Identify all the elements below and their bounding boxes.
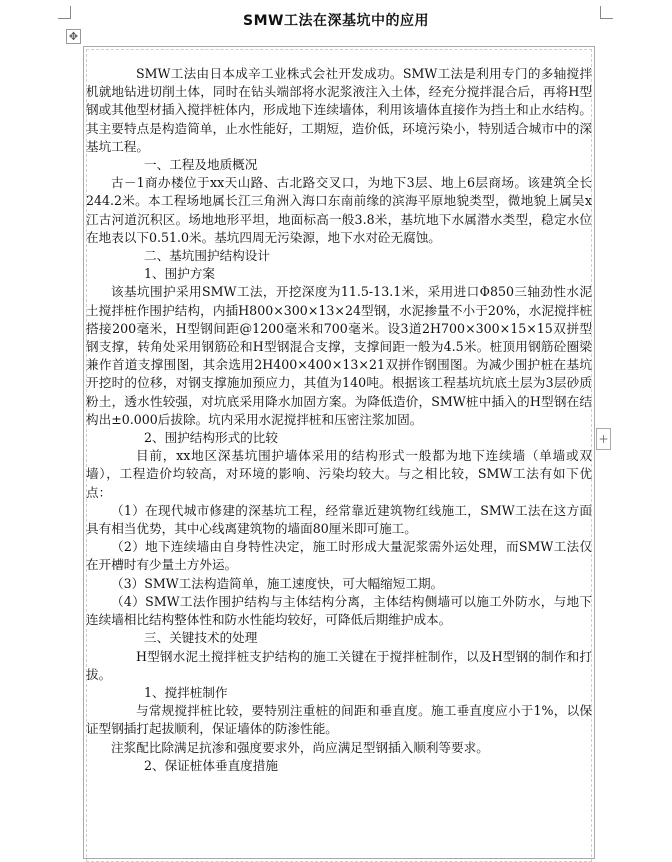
advantage-item-2: （2）地下连续墙由自身特性决定，施工时形成大量泥浆需外运处理，而SMW工法仅在开槽时有少量土方外运。 bbox=[86, 539, 592, 573]
intro-paragraph: SMW工法由日本成辛工业株式会社开发成功。SMW工法是利用专门的多轴搅拌机就地钻进切削土体，同时在钻头端部将水泥浆液注入土体，经充分搅拌混合后，再将H型钢或其他型材插入搅拌桩体内，形成地下连续墙体，利用该墙体直接作为挡土和止水结构。其主要特点是构造简单，止水性能好，工期短，造价低，环境污染小，特别适合城市中的深基坑工程。 bbox=[86, 66, 592, 154]
section-heading-2: 二、基坑围护结构设计 bbox=[144, 248, 270, 264]
subsection-heading-2-1: 1、围护方案 bbox=[144, 266, 215, 282]
grouting-paragraph: 注浆配比除满足抗渗和强度要求外，尚应满足型钢插入顺利等要求。 bbox=[111, 739, 489, 755]
key-tech-paragraph: H型钢水泥土搅拌桩支护结构的施工关键在于搅拌桩制作，以及H型钢的制作和打拔。 bbox=[86, 648, 592, 682]
comparison-paragraph: 目前，xx地区深基坑围护墙体采用的结构形式一般都为地下连续墙（单墙或双墙），工程造价均较高，对环境的影响、污染均较大。与之相比较，SMW工法有如下优点： bbox=[86, 448, 592, 500]
advantage-item-3: （3）SMW工法构造简单，施工速度快，可大幅缩短工期。 bbox=[111, 575, 444, 591]
overview-paragraph: 古－1商办楼位于xx天山路、古北路交叉口，为地下3层、地上6层商场。该建筑全长244.2米。本工程场地属长江三角洲入海口东南前缘的滨海平原地貌类型，微地貌上属吴x江古河道沉积区。场地地形平坦，地面标高一般3.8米，基坑地下水属潜水类型，稳定水位在地表以下0.51.0米。基坑四周无污染源，地下水对砼无腐蚀。 bbox=[86, 175, 592, 245]
subsection-heading-3-2: 2、保证桩体垂直度措施 bbox=[144, 757, 278, 773]
subsection-heading-2-2: 2、围护结构形式的比较 bbox=[144, 430, 278, 446]
document-body[interactable] bbox=[86, 65, 592, 775]
pile-making-paragraph: 与常规搅拌桩比较，要特别注重桩的间距和垂直度。施工垂直度应小于1%，以保证型钢插打起拔顺利，保证墙体的防渗性能。 bbox=[86, 703, 592, 737]
section-heading-3: 三、关键技术的处理 bbox=[144, 630, 258, 646]
add-column-icon[interactable]: + bbox=[596, 428, 611, 450]
scheme-paragraph: 该基坑围护采用SMW工法，开挖深度为11.5-13.1米，采用进口Φ850三轴劲性水泥土搅拌桩作围护结构，内插H800×300×13×24型钢，水泥掺量不小于20%，水泥搅拌桩搭接200毫米，H型钢间距@1200毫米和700毫米。设3道2H700×300×15×15双拼型钢支撑，转角处采用钢筋砼和H型钢混合支撑，支撑间距一般为4.5米。桩顶用钢筋砼圈梁兼作首道支撑围图，其余选用2H400×400×13×21双拼作钢围图。为减少围护桩在基坑开挖时的位移，对钢支撑施加预应力，其值为140吨。根据该工程基坑坑底土层为3层砂质粉土，透水性较强，对坑底采用降水加固方案。为降低造价，SMW桩中插入的H型钢在结构出±0.000后拔除。坑内采用水泥搅拌桩和压密注浆加固。 bbox=[86, 284, 592, 427]
document-title: SMW工法在深基坑中的应用 bbox=[243, 13, 429, 29]
section-heading-1: 一、工程及地质概况 bbox=[144, 157, 258, 173]
advantage-item-4: （4）SMW工法作围护结构与主体结构分离，主体结构侧墙可以施工外防水，与地下连续墙相比结构整体性和防水性能均较好，可降低后期维护成本。 bbox=[86, 593, 592, 628]
subsection-heading-3-1: 1、搅拌桩制作 bbox=[144, 684, 228, 700]
advantage-item-1: （1）在现代城市修建的深基坑工程，经常靠近建筑物红线施工，SMW工法在这方面具有相当优势，其中心线离建筑物的墙面80厘米即可施工。 bbox=[86, 502, 592, 537]
table-move-handle-icon[interactable]: ✥ bbox=[66, 29, 81, 44]
